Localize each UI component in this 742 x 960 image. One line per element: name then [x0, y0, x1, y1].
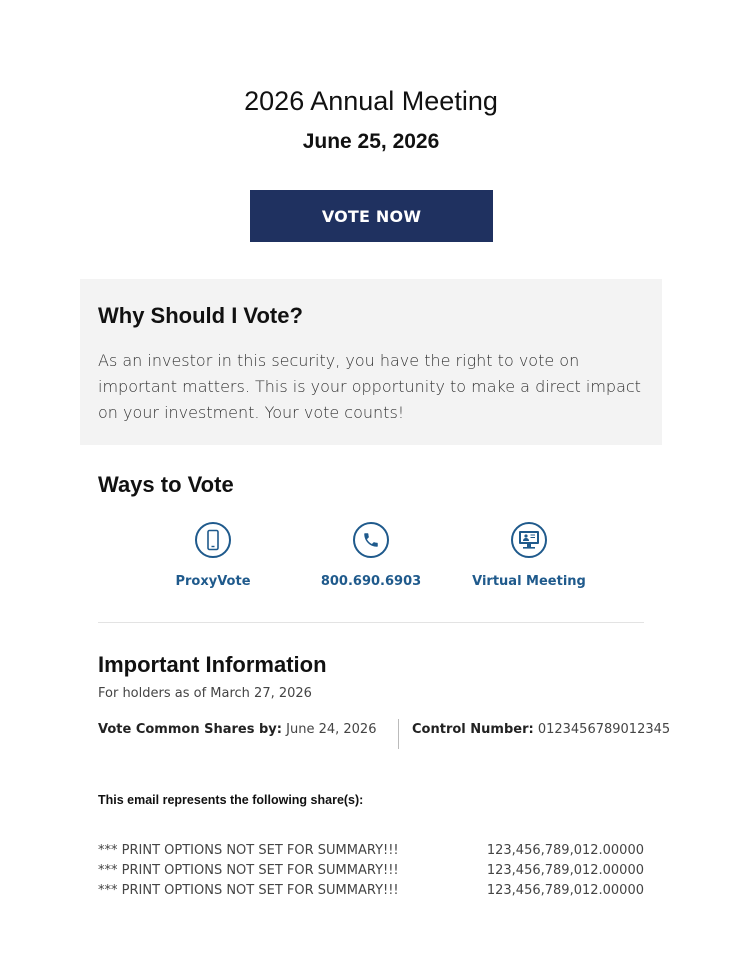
mobile-phone-icon — [195, 522, 231, 558]
share-name: *** PRINT OPTIONS NOT SET FOR SUMMARY!!! — [98, 843, 399, 858]
vote-by-field — [98, 722, 376, 737]
holders-note: For holders as of March 27, 2026 — [98, 686, 312, 701]
proxyvote-label: ProxyVote — [175, 574, 251, 589]
share-row — [98, 881, 644, 901]
control-number-label: Control Number: — [412, 722, 534, 737]
control-number-value: 0123456789012345 — [537, 722, 671, 737]
why-vote-heading: Why Should I Vote? — [98, 303, 303, 328]
share-name: *** PRINT OPTIONS NOT SET FOR SUMMARY!!! — [98, 863, 399, 878]
virtual-meeting-label: Virtual Meeting — [472, 574, 586, 589]
proxyvote-link[interactable] — [143, 522, 283, 589]
shares-heading: This email represents the following share(s): — [98, 793, 364, 807]
ways-to-vote-heading: Ways to Vote — [98, 472, 234, 497]
phone-vote-link[interactable] — [301, 522, 441, 589]
why-vote-panel — [80, 279, 662, 445]
virtual-meeting-icon — [511, 522, 547, 558]
telephone-icon — [353, 522, 389, 558]
shares-list — [98, 841, 644, 901]
share-amount: 123,456,789,012.00000 — [486, 843, 644, 858]
why-vote-body: As an investor in this security, you have the right to vote on important matters. This is your opportunity to make a direct impact on your investment. Your vote counts! — [98, 351, 641, 422]
vote-by-value: June 24, 2026 — [286, 722, 377, 737]
info-separator — [398, 719, 399, 749]
meeting-date: June 25, 2026 — [302, 130, 440, 153]
vote-by-label: Vote Common Shares by: — [98, 722, 282, 737]
share-row — [98, 861, 644, 881]
share-amount: 123,456,789,012.00000 — [486, 883, 644, 898]
important-info-heading: Important Information — [98, 652, 327, 677]
vote-now-button[interactable]: VOTE NOW — [250, 190, 493, 242]
share-row — [98, 841, 644, 861]
section-divider — [98, 622, 644, 623]
phone-number-label: 800.690.6903 — [320, 574, 422, 589]
share-name: *** PRINT OPTIONS NOT SET FOR SUMMARY!!! — [98, 883, 399, 898]
virtual-meeting-link[interactable] — [459, 522, 599, 589]
share-amount: 123,456,789,012.00000 — [486, 863, 644, 878]
control-number-field — [412, 722, 670, 737]
page-title: 2026 Annual Meeting — [244, 86, 498, 116]
